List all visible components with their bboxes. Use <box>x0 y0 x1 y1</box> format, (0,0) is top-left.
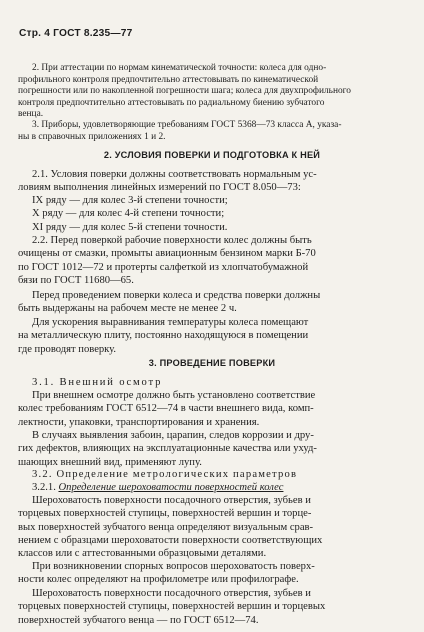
subsection-number: 3.2.1. <box>32 482 56 493</box>
paragraph-3-2-1-dispute <box>18 560 408 587</box>
text-line: лектности, упаковки, транспортирования и хранения. <box>18 416 260 428</box>
text-line: 3.1. Внешний осмотр <box>32 377 163 388</box>
subsection-3-1-title <box>18 376 408 389</box>
page-header: Стр. 4 ГОСТ 8.235—77 <box>19 28 133 39</box>
paragraph-2-4 <box>18 316 408 356</box>
text-line: торцевых поверхностей ступицы, поверхностей вершин и торцевых <box>18 601 326 613</box>
text-line: В случаях выявления забоин, царапин, следов коррозии и дру- <box>32 430 314 441</box>
text-line: ности колес определяют на профилометре или профилографе. <box>18 574 299 586</box>
text-line: 3.2. Определение метрологических параметров <box>32 469 298 480</box>
note-3 <box>18 120 408 143</box>
text-line: колес требованиям ГОСТ 6512—74 в части внешнего вида, комп- <box>18 403 314 415</box>
paragraph-2-3 <box>18 289 408 316</box>
subsection-3-2-title <box>18 468 408 481</box>
paragraph-2-2 <box>18 234 408 287</box>
text-line: очищены от смазки, промыты авиационным бензином марки Б-70 <box>18 248 316 260</box>
text-line: быть выдержаны на рабочем месте не менее 2 ч. <box>18 303 237 315</box>
text-line: на металлическую плиту, постоянно находящуюся в помещении <box>18 330 309 342</box>
subsection-heading: Определение шероховатости поверхностей колес <box>58 482 284 493</box>
list-item: X ряду — для колес 4-й степени точности; <box>32 208 225 220</box>
text-line: контроля предпочтительно аттестовывать по радиальному биению зубчатого <box>18 97 325 108</box>
text-line: 3. Приборы, удовлетворяющие требованиям ГОСТ 5368—73 класса А, указа- <box>32 120 342 130</box>
text-line: Шероховатость поверхности посадочного отверстия, зубьев и <box>32 588 311 599</box>
text-line: При внешнем осмотре должно быть установлено соответствие <box>32 390 316 401</box>
text-line: гих дефектов, влияющих на эксплуатационные качества или ухуд- <box>18 443 317 455</box>
paragraph-3-1 <box>18 389 408 429</box>
subsection-3-2-1-title <box>18 481 408 494</box>
text-line: нением с образцами шероховатости поверхности соответствующих <box>18 534 323 546</box>
text-line: венца. <box>18 109 44 119</box>
list-item: XI ряду — для колес 5-й степени точности. <box>32 221 228 233</box>
text-line: торцевых поверхностей ступицы, поверхностей вершин и торце- <box>18 508 312 520</box>
text-line: вых поверхностей зубчатого венца определяют визуальным срав- <box>18 521 314 533</box>
text-line: погрешности или по накопленной погрешности шага; колеса для двухпрофильного <box>18 86 351 96</box>
text-line: При возникновении спорных вопросов шероховатость поверх- <box>32 561 315 572</box>
text-line: профильного контроля предпочтительно аттестовывать по кинематической <box>18 74 319 85</box>
text-line: бязи по ГОСТ 11680—65. <box>18 274 134 286</box>
paragraph-2-1 <box>18 168 408 195</box>
text-line: 2.2. Перед поверкой рабочие поверхности колес должны быть <box>32 235 312 246</box>
paragraph-3-2-1-reference <box>18 587 408 627</box>
text-line: классов или с аттестованными образцовыми деталями. <box>18 548 267 560</box>
text-line: шающих внешний вид, применяют лупу. <box>18 456 202 468</box>
note-2 <box>18 63 408 121</box>
section-2-title: 2. УСЛОВИЯ ПОВЕРКИ И ПОДГОТОВКА К НЕЙ <box>103 150 321 160</box>
text-line: 2. При аттестации по нормам кинематической точности: колеса для одно- <box>32 63 327 73</box>
text-line: Перед проведением поверки колеса и средства поверки должны <box>32 290 321 301</box>
text-line: ловиям выполнения линейных измерений по ГОСТ 8.050—73: <box>18 182 301 194</box>
text-line: поверхностей зубчатого венца — по ГОСТ 6512—74. <box>18 614 259 626</box>
accuracy-list <box>32 194 422 234</box>
paragraph-3-1-defects <box>18 429 408 469</box>
text-line: по ГОСТ 1012—72 и протерты салфеткой из хлопчатобумажной <box>18 261 309 273</box>
text-line: ны в справочных приложениях 1 и 2. <box>18 131 166 142</box>
text-line: где проводят поверку. <box>18 343 117 355</box>
list-item: IX ряду — для колес 3-й степени точности; <box>32 195 228 206</box>
section-3-title: 3. ПРОВЕДЕНИЕ ПОВЕРКИ <box>148 358 276 368</box>
text-line: Для ускорения выравнивания температуры колеса помещают <box>32 317 309 328</box>
paragraph-3-2-1 <box>18 494 408 560</box>
text-line: 2.1. Условия поверки должны соответствовать нормальным ус- <box>32 169 317 180</box>
text-line: Шероховатость поверхности посадочного отверстия, зубьев и <box>32 495 311 506</box>
